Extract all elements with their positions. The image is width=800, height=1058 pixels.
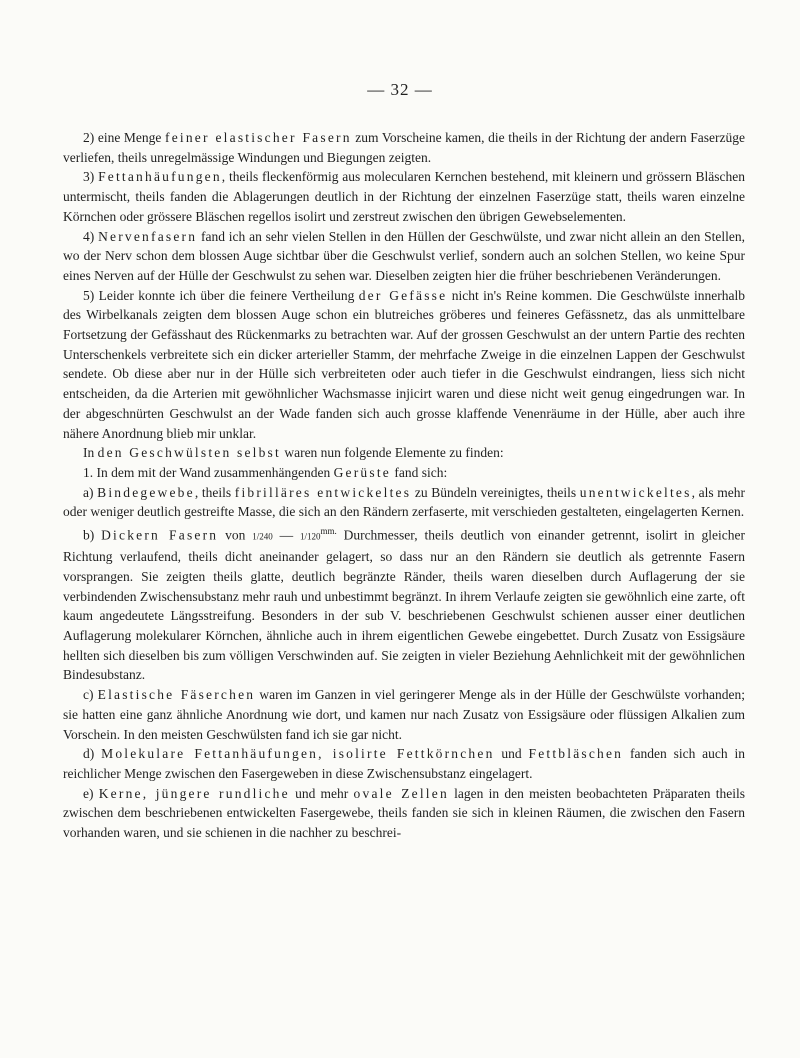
spaced-term: ovale Zellen [353, 785, 449, 801]
text: und [494, 746, 529, 762]
spaced-term: Nervenfasern [98, 228, 198, 244]
spaced-term: Gerüste [333, 464, 391, 480]
text: Durchmesser, theils deutlich von einander getrennt, isolirt in gleicher Richtung verlaufend, theils dicht aneinander gelagert, so dass nur an den Rändern sie deutlich als getrennte Fasern vorsprangen. Sie zeigten theils glatte, deutlich begränzte Ränder, theils waren dieselben durch Auflagerung der sie verbindenden Zwischensubstanz mehr rauh und unbestimmt begränzt. In ihrem Verlaufe zeigten sie gewöhnlich eine zarte, oft kaum angedeutete Längsstreifung. Besonders in der sub V. beschriebenen Geschwulst schienen ausser einer deutlichen Auflagerung molekularer Körnchen, ähnliche auch in ihrem eigentlichen Gewebe eingebettet. Durch Zusatz von Essigsäure hellten sich dieselben bis zum völligen Verschwinden auf. Sie zeigten in vieler Beziehung Aehnlichkeit mit der gewöhnlichen Bindesubstanz. [63, 527, 746, 683]
spaced-term: der Gefässe [358, 287, 448, 303]
text: — [272, 527, 300, 543]
fraction: 1/120 [299, 531, 321, 542]
text: fand ich an sehr vielen Stellen in den Hüllen der Geschwülste, und zwar nicht allein an den Stellen, wo der Nerv schon dem blossen Auge sichtbar über die Geschwulst verlief, sondern auch an solchen Stellen, wo keine Spur eines Nerven auf der Hülle der Geschwulst zu sehen war. Dieselben zeigten hier die früher beschriebenen Veränderungen. [63, 228, 746, 283]
page-number: — 32 — [367, 80, 433, 99]
paragraph-c [63, 685, 745, 744]
spaced-term: den Geschwülsten selbst [97, 445, 281, 461]
spaced-term: Dickern Fasern [101, 527, 219, 543]
spaced-term: feiner elastischer Fasern [165, 130, 352, 145]
text: d) [83, 746, 102, 762]
spaced-term: Kerne, jüngere rundliche [98, 785, 290, 801]
text: b) [83, 527, 102, 543]
spaced-term: unentwickeltes [579, 484, 692, 500]
text: fanden sich auch in reichlicher Menge zwischen den Fasergeweben in diese Zwischensubstanz eingelagert. [63, 746, 746, 781]
text: , theils fleckenförmig aus molecularen Kernchen bestehend, mit kleinern und grössern Bläschen untermischt, theils fanden die Ablagerungen deutlich in der Richtung der einzelnen Faserzüge statt, theils waren einzelne Körnchen oder grössere Bläschen regellos isolirt und zerstreut zwischen den übrigen Gewebselementen. [63, 169, 745, 224]
text: waren nun folgende Elemente zu finden: [280, 445, 504, 461]
paragraph-a [63, 483, 745, 522]
text: fand sich: [390, 464, 448, 480]
text: 5) Leider konnte ich über die feinere Vertheilung [83, 287, 359, 303]
text: zu Bündeln vereinigtes, theils [411, 484, 580, 500]
text: a) [83, 484, 98, 500]
spaced-term: fibrilläres entwickeltes [234, 484, 412, 500]
text: , theils [194, 484, 235, 500]
text: c) [83, 687, 98, 703]
paragraph-b [63, 522, 745, 685]
paragraph-e [63, 784, 745, 843]
text: 3) [83, 169, 99, 185]
spaced-term: Fettanhäufungen [98, 169, 222, 185]
paragraph-intro-elements [63, 443, 745, 463]
text: zum Vorscheine kamen, die theils in der Richtung der andern Faserzüge verliefen, theils unregelmässige Windungen und Biegungen zeigten. [63, 130, 745, 165]
paragraph-3 [63, 167, 745, 226]
text: waren im Ganzen in viel geringerer Menge als in der Hülle der Geschwülste vorhanden; sie hatten eine ganz ähnliche Anordnung wie dort, und kamen nur nach Zusatz von Essigsäure oder flüssigen Alkalien zum Vorschein. In den meisten Geschwülsten fand ich sie gar nicht. [63, 687, 745, 742]
text: nicht in's Reine kommen. Die Geschwülste innerhalb des Wirbelkanals zeigten dem blossen Auge schon ein blutreiches gröberes und feineres Gefässnetz, das als unmittelbare Fortsetzung der Gefässhaut des Rückenmarks zu betrachten war. Auf der grossen Geschwulst an der untern Partie des rechten Unterschenkels verbreitete sich ein dicker arterieller Stamm, der mehrfache Zweige in die einzelnen Lappen der Geschwulst sendete. Ob diese aber nur in der Hülle sich verbreiteten oder auch tiefer in die Geschwulst eindrangen, liess sich nicht entscheiden, da die Arterien mit gewöhnlicher Wachsmasse injicirt waren und diese nicht weit genug eingedrungen war. In der abgeschnürten Geschwulst an der Wade fanden sich auch grosse klaffende Venenräume in der Hülle, aber auch ihre nähere Anordnung blieb mir unklar. [63, 287, 745, 441]
text: 4) [83, 228, 99, 244]
text: von [218, 527, 253, 543]
spaced-term: Fettbläschen [528, 746, 624, 762]
spaced-term: Molekulare Fettanhäufungen, isolirte Fettkörnchen [101, 746, 495, 762]
text: 1. In dem mit der Wand zusammenhängenden [83, 464, 334, 480]
text: 2) eine Menge [83, 130, 166, 145]
text: lagen in den meisten beobachteten Präparaten theils zwischen dem beschriebenen entwickelten Fasergewebe, theils fanden sie sich in kleinen Räumen, die zwischen den Fasern vorhanden waren, und sie schienen in die nachher zu beschrei- [63, 785, 745, 841]
paragraph-2 [63, 128, 745, 167]
text: und mehr [289, 785, 354, 801]
page-body [63, 128, 745, 843]
text: In [83, 445, 98, 461]
spaced-term: Elastische Fäserchen [97, 687, 256, 703]
text: e) [83, 785, 99, 801]
spaced-term: Bindegewebe [97, 484, 195, 500]
text: , als mehr oder weniger deutlich gestreifte Masse, die sich an den Rändern zerfaserte, mit verschieden gestalteten, eingelagerten Kernen. [63, 484, 745, 520]
paragraph-5 [63, 286, 745, 444]
fraction: 1/240 [252, 531, 273, 542]
paragraph-1-geruest [63, 463, 745, 483]
paragraph-4 [63, 227, 745, 286]
unit: mm. [320, 526, 337, 537]
paragraph-d [63, 744, 745, 783]
